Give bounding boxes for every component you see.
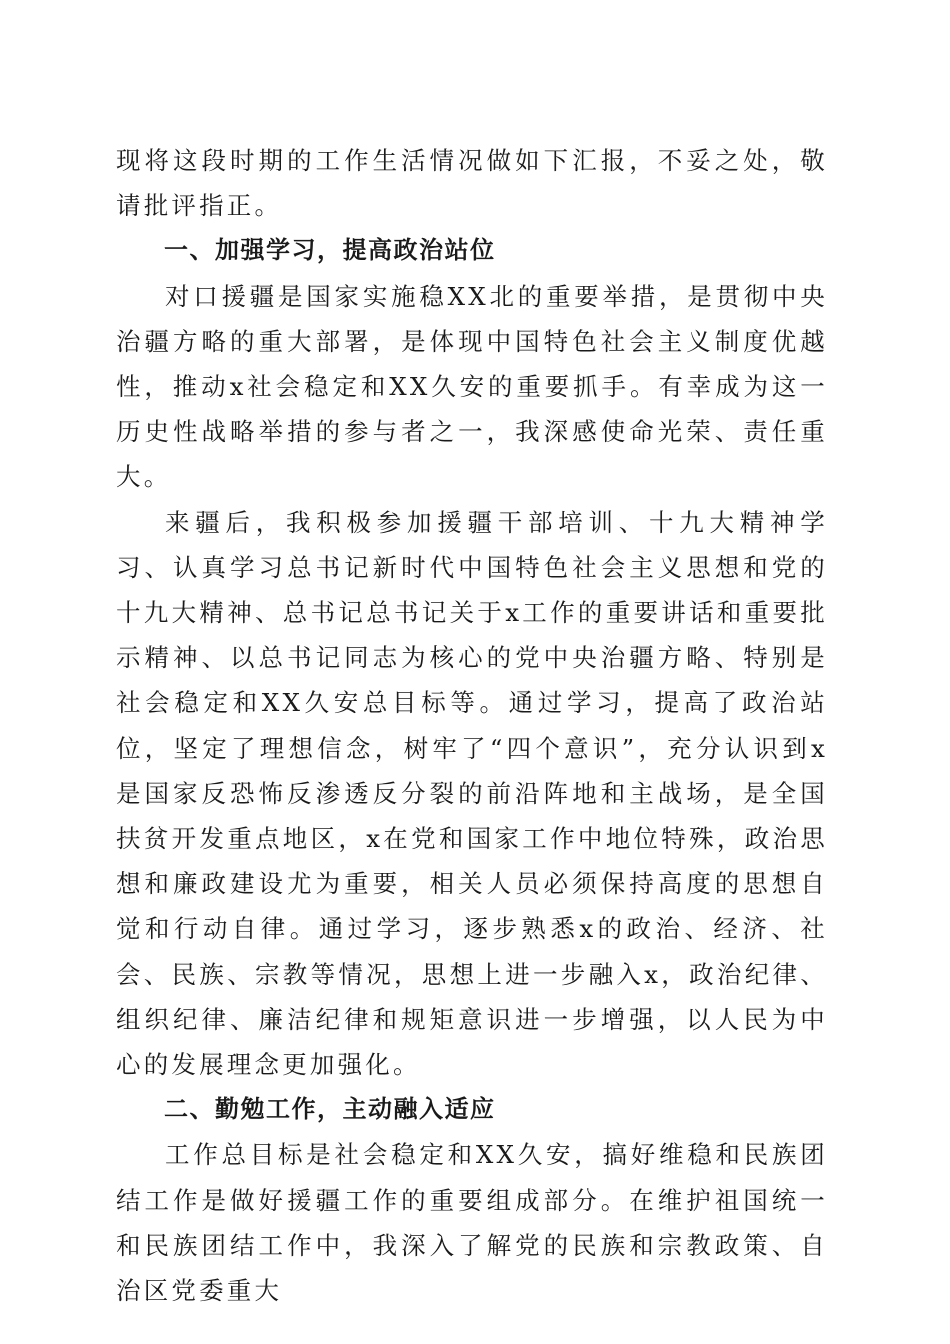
paragraph-1: 对口援疆是国家实施稳XX北的重要举措，是贯彻中央治疆方略的重大部署，是体现中国特色社会主义制度优越性，推动x社会稳定和XX久安的重要抓手。有幸成为这一历史性战略举措的参与者之一，我深感使命光荣、责任重大。 — [116, 281, 828, 492]
paragraph-2: 来疆后，我积极参加援疆干部培训、十九大精神学习、认真学习总书记新时代中国特色社会主义思想和党的十九大精神、总书记总书记关于x工作的重要讲话和重要批示精神、以总书记同志为核心的党中央治疆方略、特别是社会稳定和XX久安总目标等。通过学习，提高了政治站位，坚定了理想信念，树牢了“四个意识”，充分认识到x是国家反恐怖反渗透反分裂的前沿阵地和主战场，是全国扶贫开发重点地区，x在党和国家工作中地位特殊，政治思想和廉政建设尤为重要，相关人员必须保持高度的思想自觉和行动自律。通过学习，逐步熟悉x的政治、经济、社会、民族、宗教等情况，思想上进一步融入x，政治纪律、组织纪律、廉洁纪律和规矩意识进一步增强，以人民为中心的发展理念更加强化。 — [116, 507, 828, 1080]
section-heading-2: 二、勤勉工作，主动融入适应 — [164, 1095, 496, 1124]
paragraph-intro: 现将这段时期的工作生活情况做如下汇报，不妥之处，敬请批评指正。 — [116, 146, 828, 221]
paragraph-3: 工作总目标是社会稳定和XX久安，搞好维稳和民族团结工作是做好援疆工作的重要组成部分。在维护祖国统一和民族团结工作中，我深入了解党的民族和宗教政策、自治区党委重大 — [116, 1140, 828, 1306]
document-body — [116, 138, 828, 1313]
section-heading-1: 一、加强学习，提高政治站位 — [164, 236, 496, 265]
